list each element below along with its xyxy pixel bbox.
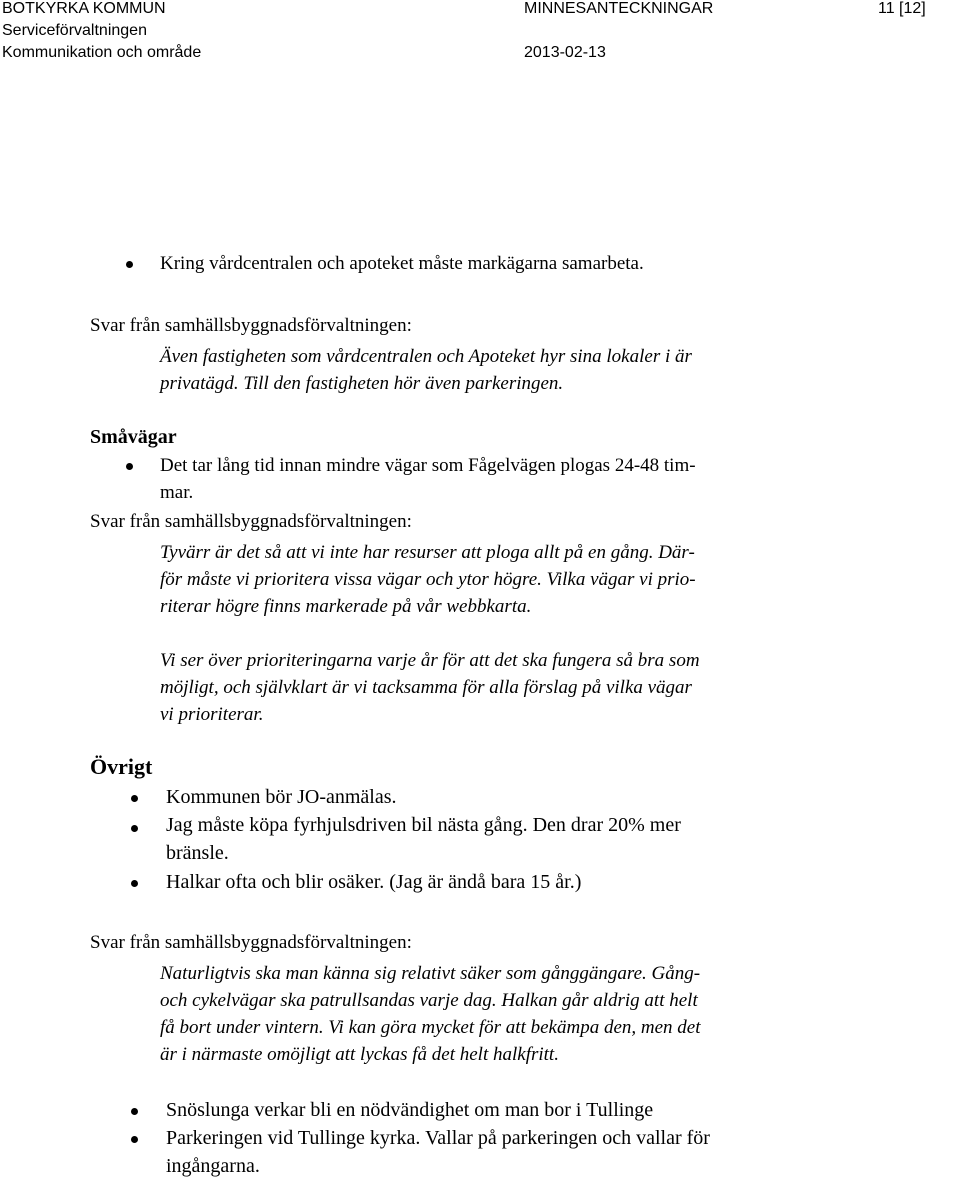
text-line: Även fastigheten som vårdcentralen och Apoteket hyr sina lokaler i är bbox=[160, 346, 692, 367]
list-item bbox=[160, 452, 696, 506]
list-item: Kring vårdcentralen och apoteket måste markägarna samarbeta. bbox=[160, 253, 644, 274]
response-text bbox=[160, 343, 692, 397]
text-line: är i närmaste omöjligt att lyckas få det helt halkfritt. bbox=[160, 1044, 559, 1065]
org-name: BOTKYRKA KOMMUN bbox=[2, 0, 166, 17]
bullet-icon bbox=[126, 261, 133, 268]
text-line: ingångarna. bbox=[166, 1155, 260, 1177]
bullet-icon bbox=[131, 1136, 138, 1143]
text-line: Jag måste köpa fyrhjulsdriven bil nästa gång. Den drar 20% mer bbox=[166, 814, 681, 836]
bullet-icon bbox=[131, 880, 138, 887]
list-item: Kommunen bör JO-anmälas. bbox=[166, 786, 397, 808]
text-line: mar. bbox=[160, 482, 194, 503]
list-item: Halkar ofta och blir osäker. (Jag är ändå bara 15 år.) bbox=[166, 871, 582, 893]
text-line: bränsle. bbox=[166, 842, 229, 864]
text-line: vi prioriterar. bbox=[160, 704, 264, 725]
response-text bbox=[160, 960, 701, 1068]
page-number: 11 [12] bbox=[878, 0, 926, 17]
text-line: Parkeringen vid Tullinge kyrka. Vallar på parkeringen och vallar för bbox=[166, 1127, 710, 1149]
text-line: få bort under vintern. Vi kan göra mycket för att bekämpa den, men det bbox=[160, 1017, 701, 1038]
text-line: Vi ser över prioriteringarna varje år för att det ska fungera så bra som bbox=[160, 650, 700, 671]
response-text bbox=[160, 539, 696, 620]
response-label: Svar från samhällsbyggnadsförvaltningen: bbox=[90, 932, 412, 953]
text-line: Tyvärr är det så att vi inte har resurser att ploga allt på en gång. Där- bbox=[160, 542, 695, 563]
org-unit: Kommunikation och område bbox=[2, 44, 202, 61]
bullet-icon bbox=[126, 463, 133, 470]
list-item bbox=[166, 811, 681, 867]
org-department: Serviceförvaltningen bbox=[2, 22, 147, 39]
text-line: riterar högre finns markerade på vår webbkarta. bbox=[160, 596, 532, 617]
section-heading-smavagar: Småvägar bbox=[90, 426, 177, 448]
text-line: privatägd. Till den fastigheten hör även parkeringen. bbox=[160, 373, 564, 394]
text-line: Naturligtvis ska man känna sig relativt säker som gånggängare. Gång- bbox=[160, 963, 701, 984]
list-item bbox=[166, 1124, 710, 1180]
doc-date: 2013-02-13 bbox=[524, 44, 606, 61]
response-label: Svar från samhällsbyggnadsförvaltningen: bbox=[90, 511, 412, 532]
bullet-icon bbox=[131, 825, 138, 832]
bullet-icon bbox=[131, 1108, 138, 1115]
doc-type: MINNESANTECKNINGAR bbox=[524, 0, 714, 17]
list-item: Snöslunga verkar bli en nödvändighet om man bor i Tullinge bbox=[166, 1099, 654, 1121]
bullet-icon bbox=[131, 795, 138, 802]
text-line: och cykelvägar ska patrullsandas varje dag. Halkan går aldrig att helt bbox=[160, 990, 698, 1011]
text-line: för måste vi prioritera vissa vägar och ytor högre. Vilka vägar vi prio- bbox=[160, 569, 696, 590]
section-heading-ovrigt: Övrigt bbox=[90, 754, 153, 779]
text-line: Det tar lång tid innan mindre vägar som Fågelvägen plogas 24-48 tim- bbox=[160, 455, 696, 476]
text-line: möjligt, och självklart är vi tacksamma för alla förslag på vilka vägar bbox=[160, 677, 692, 698]
response-text bbox=[160, 647, 700, 728]
response-label: Svar från samhällsbyggnadsförvaltningen: bbox=[90, 315, 412, 336]
